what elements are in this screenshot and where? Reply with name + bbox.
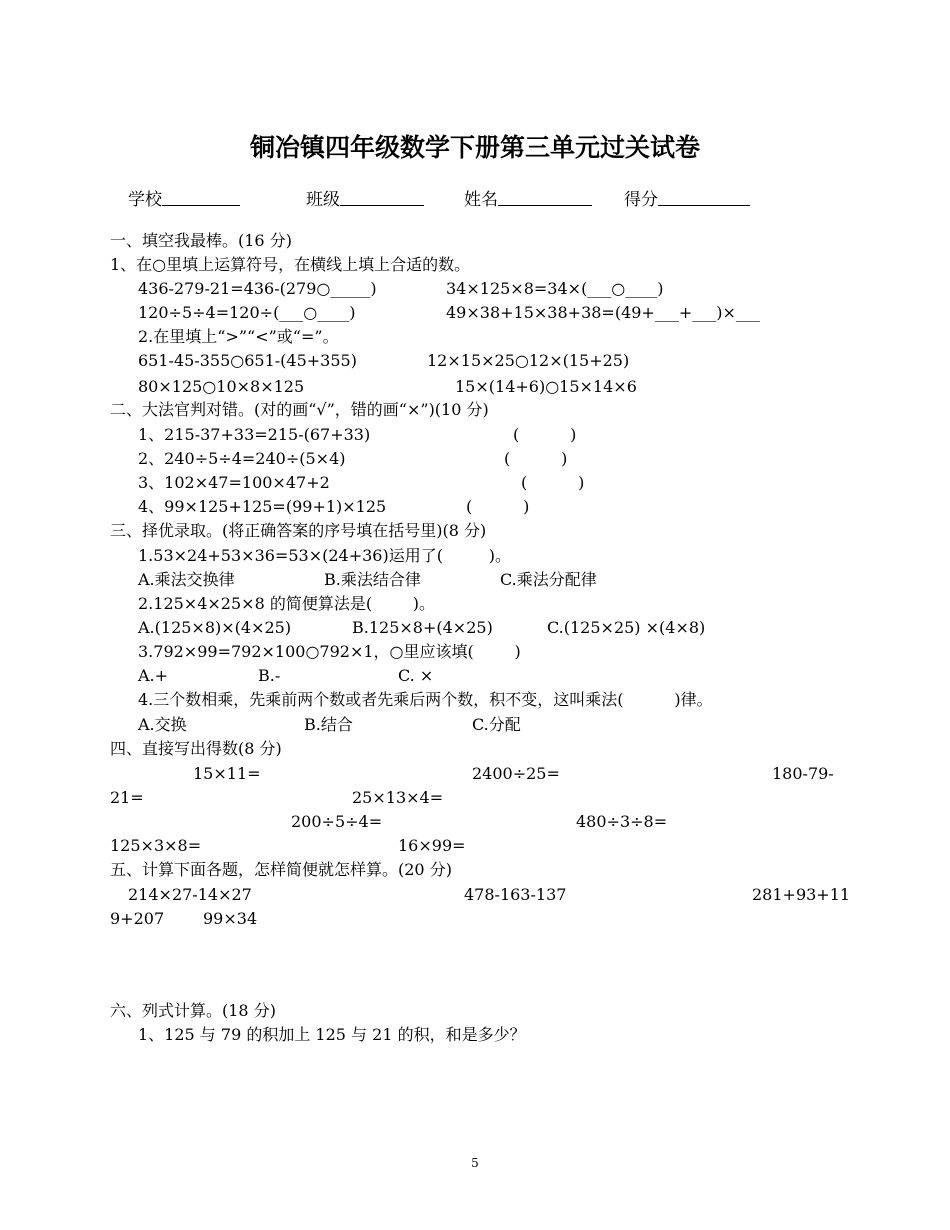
section4-item7: 125×3×8= (110, 836, 202, 855)
section2-item2-answer[interactable]: ( ) (504, 449, 568, 468)
section2-item2: 2、240÷5÷4=240÷(5×4) (138, 449, 346, 468)
section3-q4-option-a[interactable]: A.交换 (138, 715, 187, 734)
section3-q1-option-b[interactable]: B.乘法结合律 (324, 570, 421, 589)
section1-row2-right: 49×38+15×38+38=(49+___+___)×___ (446, 303, 760, 322)
section5-expr4: 99×34 (203, 909, 258, 928)
school-field (128, 188, 240, 210)
page-number: 5 (471, 1156, 479, 1170)
section2-item1-answer[interactable]: ( ) (513, 425, 577, 444)
section5-expr2: 478-163-137 (464, 885, 567, 904)
section3-q3-option-a[interactable]: A.+ (138, 666, 169, 685)
section2-item1: 1、215-37+33=215-(67+33) (138, 425, 371, 444)
section6-question1: 1、125 与 79 的积加上 125 与 21 的积，和是多少？ (138, 1025, 526, 1044)
school-label: 学校 (128, 190, 162, 210)
section2-heading: 二、大法官判对错。(对的画“√”，错的画“×”)(10 分) (110, 400, 489, 419)
score-blank[interactable] (658, 189, 750, 206)
section3-q1-option-a[interactable]: A.乘法交换律 (138, 570, 235, 589)
class-blank[interactable] (340, 189, 424, 206)
section4-heading: 四、直接写出得数(8 分) (110, 739, 282, 758)
section4-item1: 15×11= (193, 764, 261, 783)
section2-item4-answer[interactable]: ( ) (466, 497, 530, 516)
section2-item4: 4、99×125+125=(99+1)×125 (138, 497, 387, 516)
section3-q2-option-a[interactable]: A.(125×8)×(4×25) (138, 618, 292, 637)
section1-row3-left: 651-45-355○651-(45+355) (138, 351, 357, 370)
section4-item3-part2: 21= (110, 788, 144, 807)
section1-row4-left: 80×125○10×8×125 (138, 377, 305, 396)
section3-q2-option-c[interactable]: C.(125×25) ×(4×8) (547, 618, 706, 637)
section3-heading: 三、择优录取。(将正确答案的序号填在括号里)(8 分) (110, 521, 487, 540)
section4-item2: 2400÷25= (472, 764, 560, 783)
section5-heading: 五、计算下面各题，怎样简便就怎样算。(20 分) (110, 860, 452, 879)
section1-row3-right: 12×15×25○12×(15+25) (427, 351, 630, 370)
section1-row2-left: 120÷5÷4=120÷(___○____) (138, 303, 356, 322)
section3-q2-option-b[interactable]: B.125×8+(4×25) (352, 618, 493, 637)
section3-q4-option-c[interactable]: C.分配 (472, 715, 521, 734)
section6-heading: 六、列式计算。(18 分) (110, 1001, 276, 1020)
section5-expr3-part2: 9+207 (110, 909, 165, 928)
section4-item6: 480÷3÷8= (576, 812, 668, 831)
section4-item8: 16×99= (398, 836, 466, 855)
school-blank[interactable] (162, 189, 240, 206)
name-blank[interactable] (498, 189, 592, 206)
section4-item5: 200÷5÷4= (291, 812, 383, 831)
section1-row1-left: 436-279-21=436-(279○_____) (138, 279, 377, 298)
section3-q3-option-c[interactable]: C. × (398, 666, 434, 685)
name-label: 姓名 (464, 190, 498, 210)
section4-item3-part1: 180-79- (772, 764, 834, 783)
section3-q1-option-c[interactable]: C.乘法分配律 (500, 570, 597, 589)
section1-row1-right: 34×125×8=34×(___○____) (446, 279, 664, 298)
section2-item3: 3、102×47=100×47+2 (138, 473, 330, 492)
score-label: 得分 (624, 190, 658, 210)
score-field (624, 188, 750, 210)
section2-item3-answer[interactable]: ( ) (521, 473, 585, 492)
section3-q4-option-b[interactable]: B.结合 (304, 715, 353, 734)
section3-question1: 1.53×24+53×36=53×(24+36)运用了( )。 (138, 546, 511, 565)
section1-row4-right: 15×(14+6)○15×14×6 (455, 377, 637, 396)
class-label: 班级 (306, 190, 340, 210)
section3-question2: 2.125×4×25×8 的简便算法是( )。 (138, 594, 436, 613)
section1-heading: 一、填空我最棒。(16 分) (110, 231, 292, 250)
section1-question1: 1、在○里填上运算符号，在横线上填上合适的数。 (110, 255, 471, 274)
section5-expr1: 214×27-14×27 (128, 885, 252, 904)
section4-item4: 25×13×4= (352, 788, 444, 807)
page-title: 铜冶镇四年级数学下册第三单元过关试卷 (249, 133, 700, 162)
name-field (464, 188, 592, 210)
section3-question3: 3.792×99=792×100○792×1，○里应该填( ) (138, 642, 521, 661)
section3-question4: 4.三个数相乘，先乘前两个数或者先乘后两个数，积不变，这叫乘法( )律。 (138, 690, 713, 709)
section1-question2: 2.在里填上“>”“<”或“=”。 (138, 327, 339, 346)
class-field (306, 188, 424, 210)
section5-expr3-part1: 281+93+11 (752, 885, 851, 904)
section3-q3-option-b[interactable]: B.- (258, 666, 281, 685)
